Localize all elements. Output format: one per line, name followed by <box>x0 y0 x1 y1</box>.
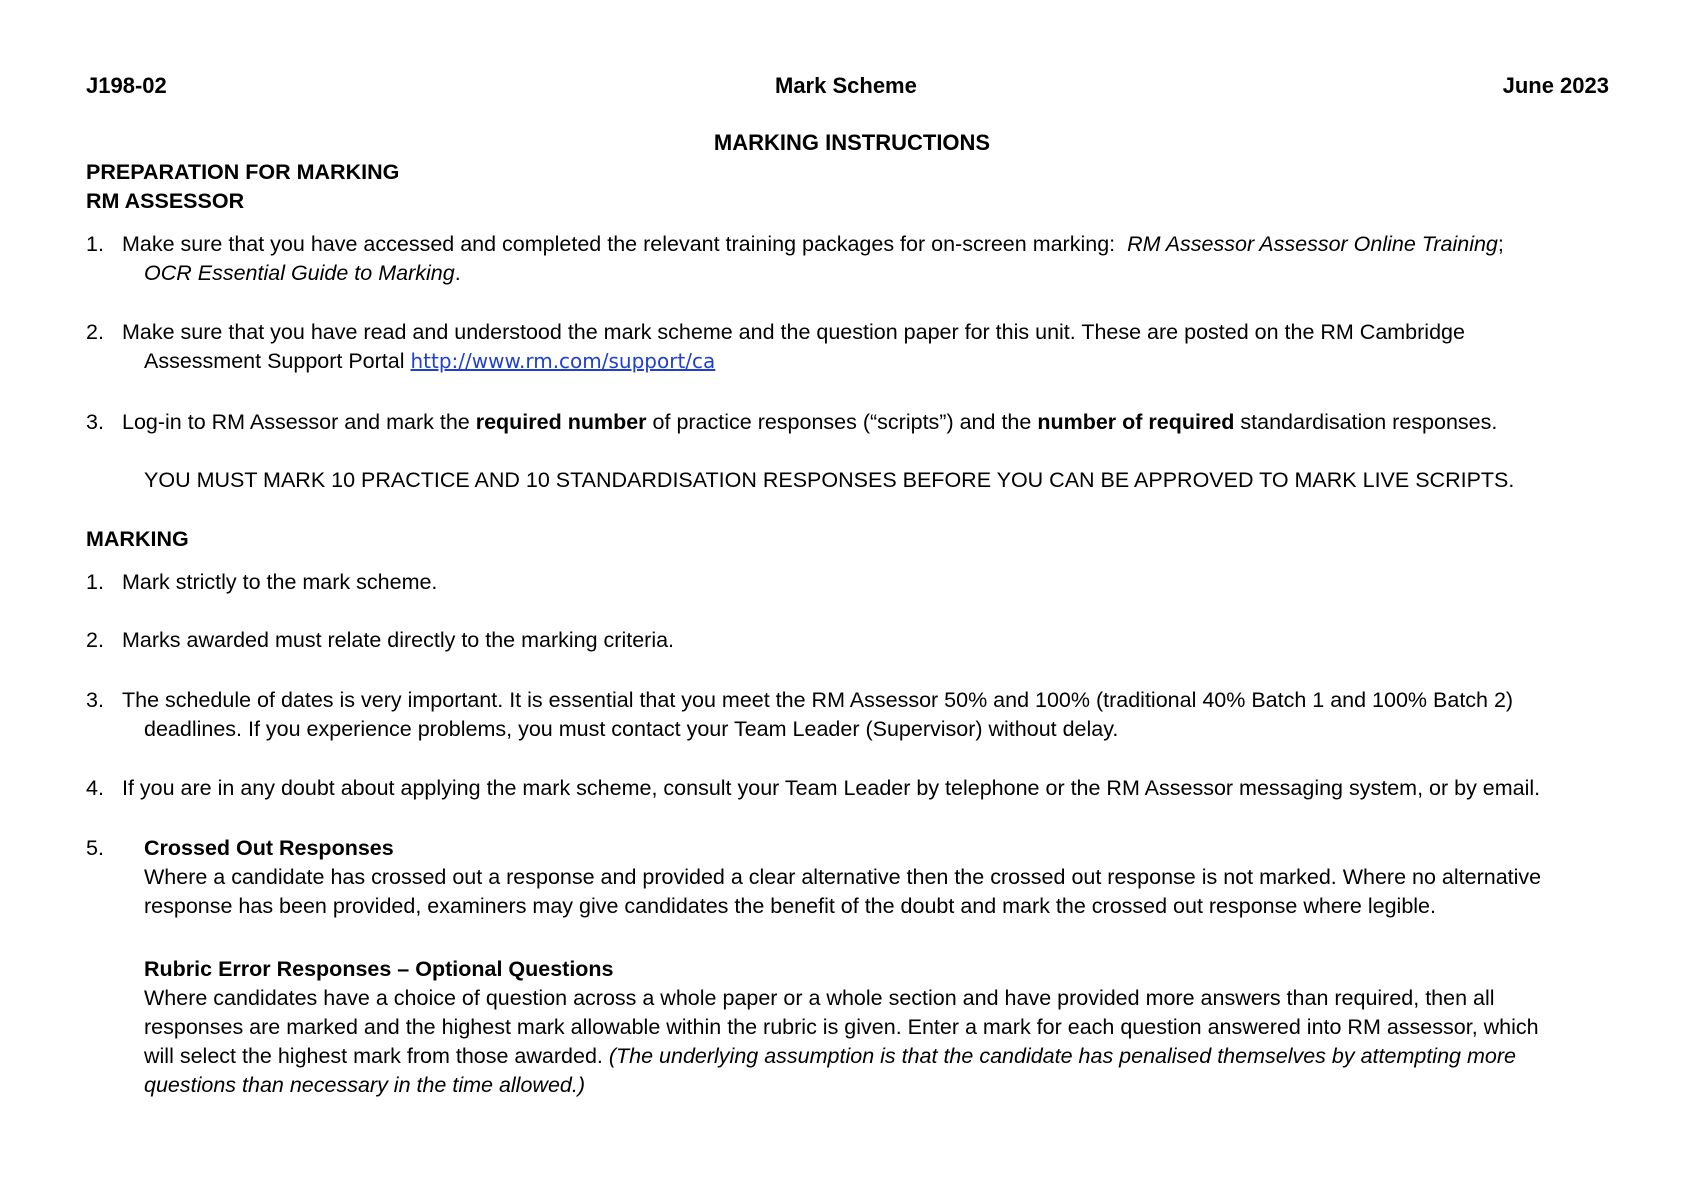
list-number: 2. <box>86 628 104 652</box>
training-title: RM Assessor Assessor Online Training <box>1127 232 1498 256</box>
text-segment: Make sure that you have accessed and completed the relevant training packages for on-screen marking: <box>122 232 1128 256</box>
subheading-crossed-out: Crossed Out Responses <box>144 836 394 860</box>
header-title: Mark Scheme <box>775 73 917 98</box>
italic-note: questions than necessary in the time allowed.) <box>144 1073 585 1097</box>
list-number: 2. <box>86 320 104 344</box>
list-number: 5. <box>86 836 104 860</box>
list-text-line: The schedule of dates is very important. It is essential that you meet the RM Assessor 50% and 100% (traditional 40% Batch 1 and 100% Batch 2) <box>122 688 1514 712</box>
notice-text: YOU MUST MARK 10 PRACTICE AND 10 STANDARDISATION RESPONSES BEFORE YOU CAN BE APPROVED TO MARK LIVE SCRIPTS. <box>144 468 1515 492</box>
list-text-line: response has been provided, examiners may give candidates the benefit of the doubt and mark the crossed out response where legible. <box>144 894 1436 918</box>
list-text-line: Marks awarded must relate directly to the marking criteria. <box>122 628 675 652</box>
list-text-line: Mark strictly to the mark scheme. <box>122 570 438 594</box>
list-number: 3. <box>86 688 104 712</box>
guide-title: OCR Essential Guide to Marking <box>144 261 455 285</box>
text-segment: standardisation responses. <box>1234 410 1498 434</box>
list-text-line: responses are marked and the highest mark allowable within the rubric is given. Enter a mark for each question answered into RM assessor, which <box>144 1015 1539 1039</box>
subheading-rubric-error: Rubric Error Responses – Optional Questions <box>144 957 614 981</box>
section-heading-marking: MARKING <box>86 527 189 551</box>
list-text-line: Where a candidate has crossed out a response and provided a clear alternative then the crossed out response is not marked. Where no alternative <box>144 865 1542 889</box>
list-text-line: If you are in any doubt about applying the mark scheme, consult your Team Leader by telephone or the RM Assessor messaging system, or by email. <box>122 776 1541 800</box>
list-text-line <box>144 347 715 376</box>
header-date: June 2023 <box>1502 73 1609 98</box>
text-segment: . <box>454 261 461 285</box>
italic-note: (The underlying assumption is that the candidate has penalised themselves by attempting more <box>608 1044 1516 1068</box>
section-heading-rm-assessor: RM ASSESSOR <box>86 189 245 213</box>
list-text-line: deadlines. If you experience problems, you must contact your Team Leader (Supervisor) without delay. <box>144 717 1119 741</box>
list-text-line: Make sure that you have read and understood the mark scheme and the question paper for this unit. These are posted on the RM Cambridge <box>122 320 1465 344</box>
text-segment: of practice responses (“scripts”) and the <box>646 410 1038 434</box>
text-segment: ; <box>1497 232 1504 256</box>
text-segment: Assessment Support Portal <box>144 349 411 373</box>
list-text-line <box>122 408 1497 437</box>
text-segment: will select the highest mark from those awarded. <box>144 1044 609 1068</box>
emphasis-text: number of required <box>1037 410 1235 434</box>
list-number: 1. <box>86 570 104 594</box>
list-text-line <box>144 1042 1516 1071</box>
emphasis-text: required number <box>475 410 647 434</box>
list-number: 4. <box>86 776 104 800</box>
list-text-line: Where candidates have a choice of question across a whole paper or a whole section and have provided more answers than required, then all <box>144 986 1495 1010</box>
section-heading-preparation: PREPARATION FOR MARKING <box>86 160 400 184</box>
list-number: 1. <box>86 232 104 256</box>
page-title: MARKING INSTRUCTIONS <box>713 130 991 155</box>
paper-code: J198-02 <box>86 73 167 98</box>
support-portal-link[interactable]: http://www.rm.com/support/ca <box>410 349 716 373</box>
list-number: 3. <box>86 410 104 434</box>
list-text-line <box>122 230 1504 259</box>
text-segment: Log-in to RM Assessor and mark the <box>122 410 476 434</box>
list-text-line <box>144 259 461 288</box>
